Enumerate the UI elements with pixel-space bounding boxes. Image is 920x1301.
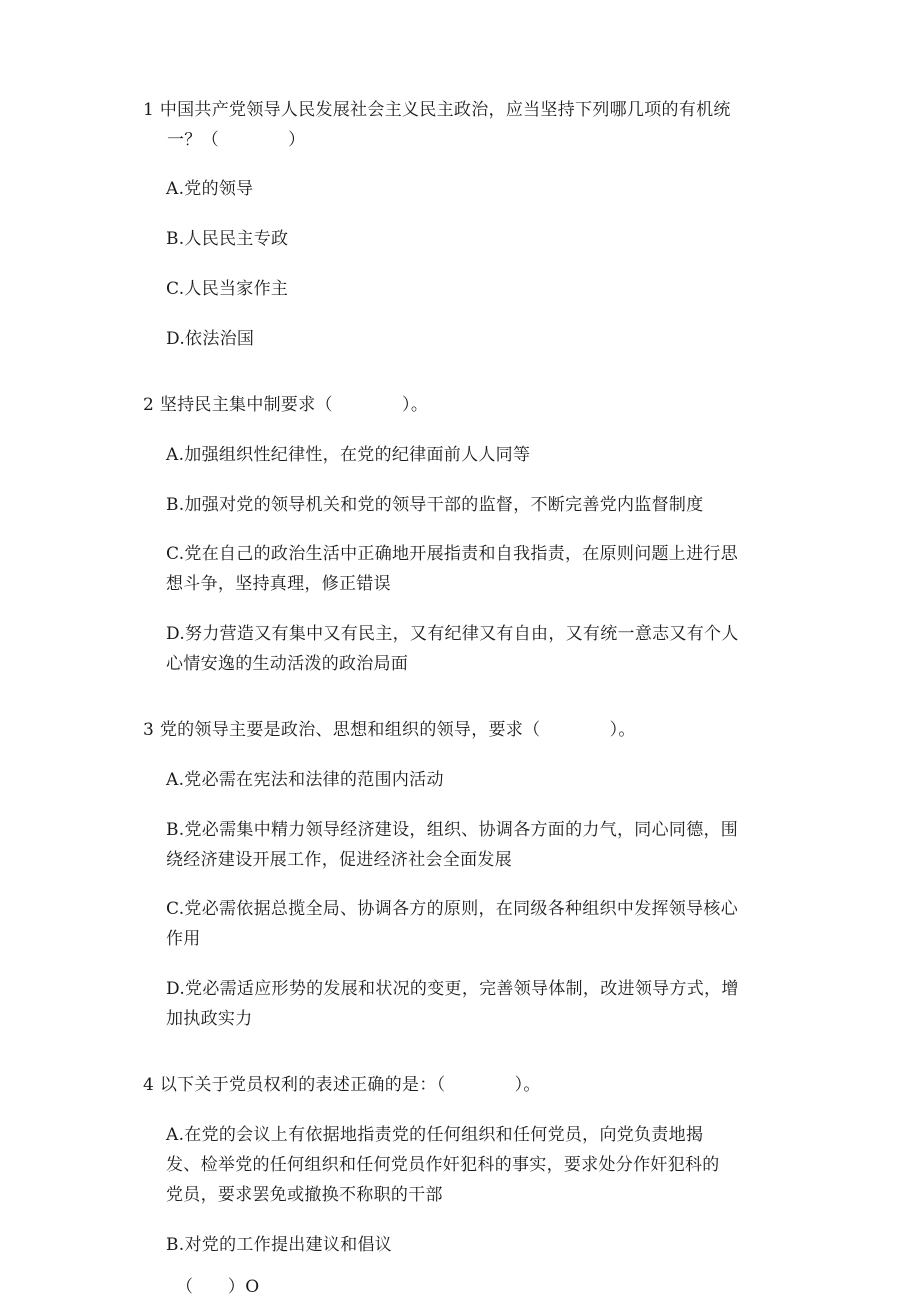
question-4-option-a-line-2: 发、检举党的任何组织和任何党员作奸犯科的事实，要求处分作奸犯科的 <box>166 1155 720 1175</box>
question-3-option-b-line-2: 绕经济建设开展工作，促进经济社会全面发展 <box>166 850 512 870</box>
question-1-line-2: 一？（ ） <box>167 130 306 150</box>
question-1-option-c: C.人民当家作主 <box>166 279 289 299</box>
question-2-option-c-line-1: C.党在自己的政治生活中正确地开展指责和自我指责，在原则问题上进行思 <box>166 544 739 564</box>
question-2-line-1: 2 坚持民主集中制要求（ ）。 <box>143 395 429 415</box>
question-1-option-a: A.党的领导 <box>166 179 254 199</box>
question-3-option-a: A.党必需在宪法和法律的范围内活动 <box>166 770 444 790</box>
question-3-option-d-line-2: 加执政实力 <box>166 1009 253 1029</box>
question-3-option-c-line-1: C.党必需依据总揽全局、协调各方的原则，在同级各种组织中发挥领导核心 <box>166 899 739 919</box>
question-2-option-b: B.加强对党的领导机关和党的领导干部的监督，不断完善党内监督制度 <box>166 495 704 515</box>
question-3-option-c-line-2: 作用 <box>166 929 201 949</box>
trailing-answer-blank: （ ）O <box>176 1277 260 1297</box>
question-1-option-b: B.人民民主专政 <box>166 229 289 249</box>
question-4-option-a-line-3: 党员，要求罢免或撤换不称职的干部 <box>166 1185 443 1205</box>
question-4-line-1: 4 以下关于党员权利的表述正确的是：（ ）。 <box>143 1075 541 1095</box>
question-4-option-a-line-1: A.在党的会议上有依据地指责党的任何组织和任何党员，向党负责地揭 <box>166 1125 704 1145</box>
question-2-option-a: A.加强组织性纪律性，在党的纪律面前人人同等 <box>166 445 531 465</box>
question-1-line-1: 1 中国共产党领导人民发展社会主义民主政治，应当坚持下列哪几项的有机统 <box>143 100 731 120</box>
question-1-option-d: D.依法治国 <box>166 329 255 349</box>
question-2-option-d-line-1: D.努力营造又有集中又有民主，又有纪律又有自由，又有统一意志又有个人 <box>166 624 739 644</box>
question-2-option-c-line-2: 想斗争，坚持真理，修正错误 <box>166 574 391 594</box>
question-3-line-1: 3 党的领导主要是政治、思想和组织的领导，要求（ ）。 <box>143 720 636 740</box>
question-3-option-d-line-1: D.党必需适应形势的发展和状况的变更，完善领导体制，改进领导方式，增 <box>166 979 739 999</box>
question-2-option-d-line-2: 心情安逸的生动活泼的政治局面 <box>166 654 409 674</box>
question-3-option-b-line-1: B.党必需集中精力领导经济建设，组织、协调各方面的力气，同心同德，围 <box>166 820 739 840</box>
question-4-option-b: B.对党的工作提出建议和倡议 <box>166 1235 393 1255</box>
